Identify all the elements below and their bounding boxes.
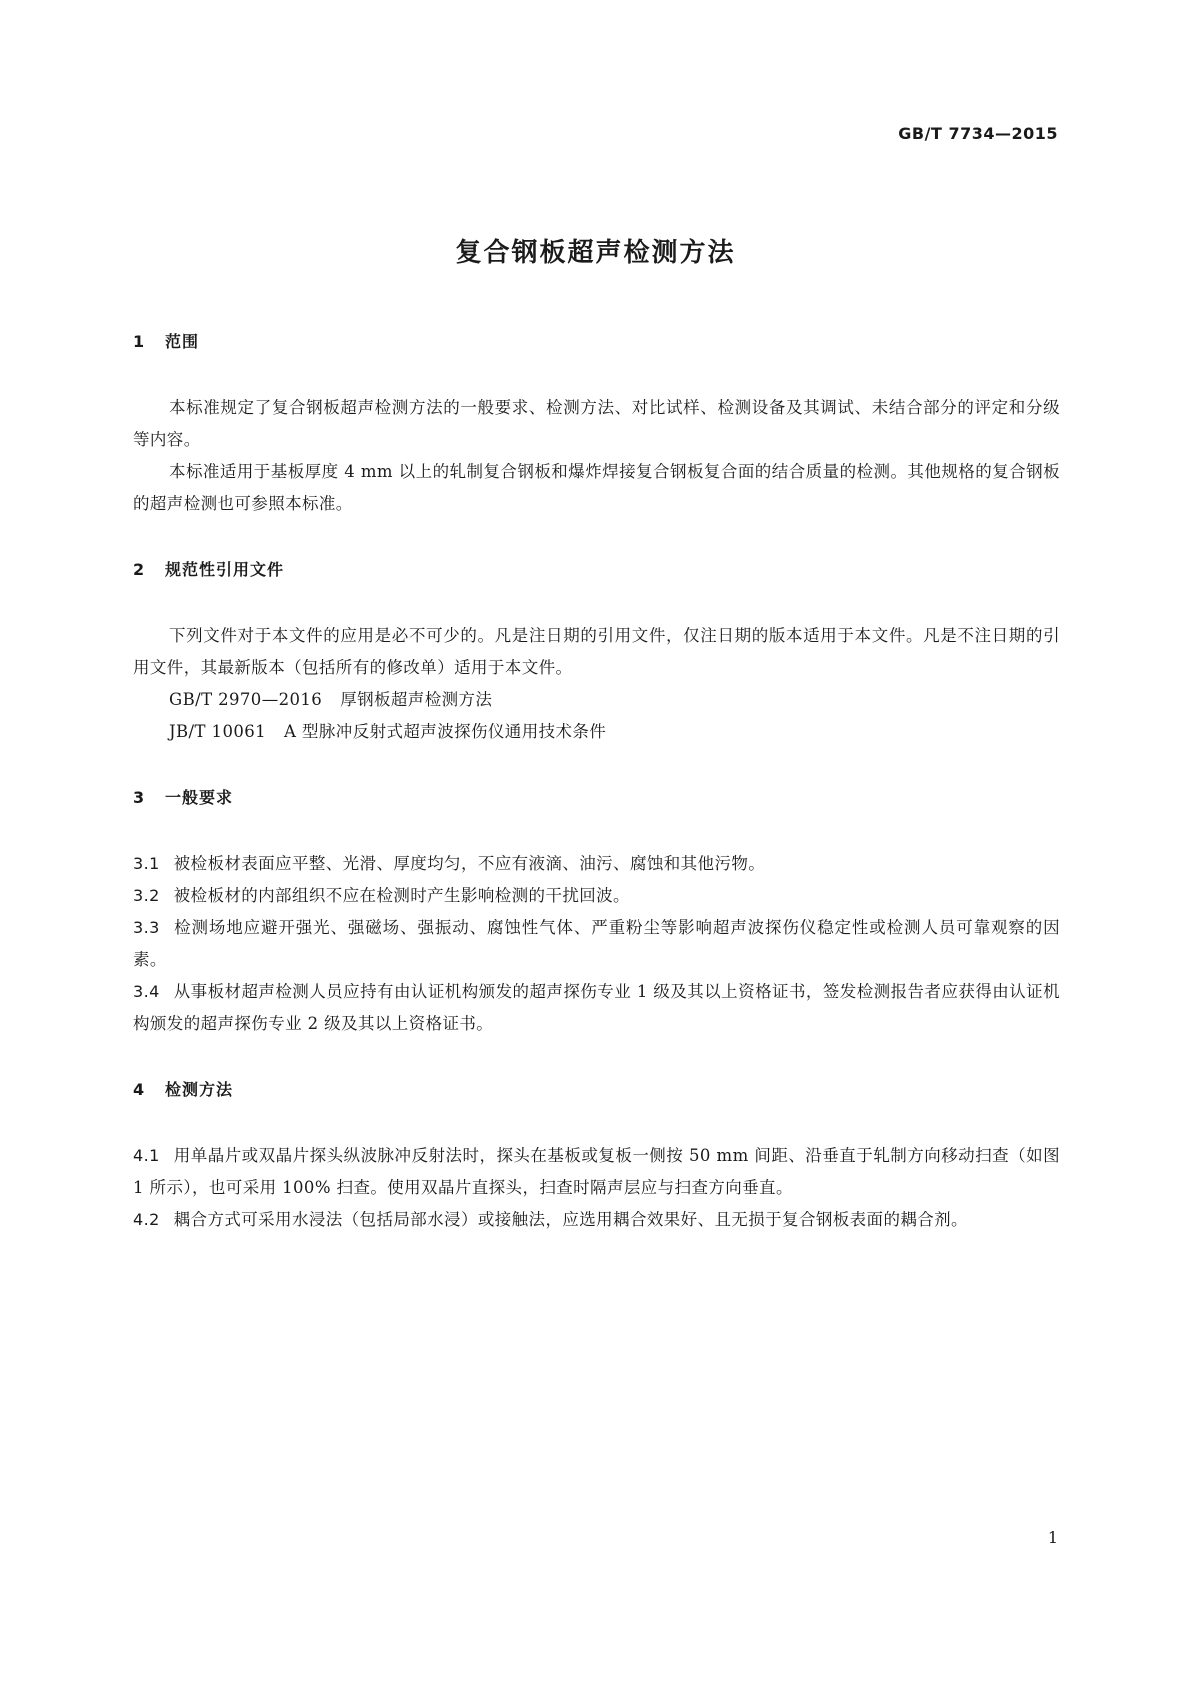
section-number: 4	[133, 1080, 146, 1099]
clause	[133, 912, 1060, 976]
section-heading	[133, 784, 1060, 812]
clause-text: 用单晶片或双晶片探头纵波脉冲反射法时，探头在基板或复板一侧按 50 mm 间距、沿垂直于轧制方向移动扫查（如图 1 所示），也可采用 100% 扫查。使用双晶片直探头，扫查时隔声层应与扫查方向垂直。	[133, 1146, 1060, 1197]
paragraph: 下列文件对于本文件的应用是必不可少的。凡是注日期的引用文件，仅注日期的版本适用于本文件。凡是不注日期的引用文件，其最新版本（包括所有的修改单）适用于本文件。	[133, 626, 1060, 677]
reference-title: A 型脉冲反射式超声波探伤仪通用技术条件	[284, 722, 607, 741]
clause-number: 3.3	[133, 918, 160, 937]
section-heading	[133, 1076, 1060, 1104]
section-test-methods	[133, 1076, 1060, 1236]
clause	[133, 880, 1060, 912]
section-normative-references	[133, 556, 1060, 748]
paragraph: 本标准适用于基板厚度 4 mm 以上的轧制复合钢板和爆炸焊接复合钢板复合面的结合质量的检测。其他规格的复合钢板的超声检测也可参照本标准。	[133, 462, 1060, 513]
section-heading	[133, 328, 1060, 356]
clause-number: 3.1	[133, 854, 160, 873]
clause-text: 耦合方式可采用水浸法（包括局部水浸）或接触法，应选用耦合效果好、且无损于复合钢板表面的耦合剂。	[173, 1210, 968, 1229]
section-number: 2	[133, 560, 146, 579]
clause-number: 3.4	[133, 982, 160, 1001]
section-general-requirements	[133, 784, 1060, 1040]
standard-code: GB/T 7734—2015	[898, 124, 1058, 143]
section-title: 一般要求	[165, 788, 234, 807]
section-number: 1	[133, 332, 146, 351]
clause-text: 被检板材的内部组织不应在检测时产生影响检测的干扰回波。	[173, 886, 630, 905]
clause-number: 4.1	[133, 1146, 160, 1165]
clause	[133, 1204, 1060, 1236]
section-title: 范围	[165, 332, 200, 351]
document-title: 复合钢板超声检测方法	[455, 238, 736, 268]
section-title: 检测方法	[165, 1080, 234, 1099]
clause-text: 被检板材表面应平整、光滑、厚度均匀，不应有液滴、油污、腐蚀和其他污物。	[173, 854, 766, 873]
page-number: 1	[1047, 1528, 1058, 1547]
reference-item	[133, 716, 1060, 748]
paragraph: 本标准规定了复合钢板超声检测方法的一般要求、检测方法、对比试样、检测设备及其调试、未结合部分的评定和分级等内容。	[133, 398, 1060, 449]
clause-number: 4.2	[133, 1210, 160, 1229]
section-number: 3	[133, 788, 146, 807]
clause	[133, 848, 1060, 880]
clause-text: 从事板材超声检测人员应持有由认证机构颁发的超声探伤专业 1 级及其以上资格证书，签发检测报告者应获得由认证机构颁发的超声探伤专业 2 级及其以上资格证书。	[133, 982, 1060, 1033]
clause-text: 检测场地应避开强光、强磁场、强振动、腐蚀性气体、严重粉尘等影响超声波探伤仪稳定性或检测人员可靠观察的因素。	[133, 918, 1060, 969]
reference-item	[133, 684, 1060, 716]
section-title: 规范性引用文件	[165, 560, 285, 579]
clause-number: 3.2	[133, 886, 160, 905]
section-heading	[133, 556, 1060, 584]
reference-code: GB/T 2970—2016	[169, 690, 323, 709]
clause	[133, 1140, 1060, 1204]
section-scope	[133, 328, 1060, 520]
clause	[133, 976, 1060, 1040]
reference-title: 厚钢板超声检测方法	[340, 690, 493, 709]
reference-code: JB/T 10061	[169, 722, 267, 741]
document-body	[133, 328, 1060, 1272]
